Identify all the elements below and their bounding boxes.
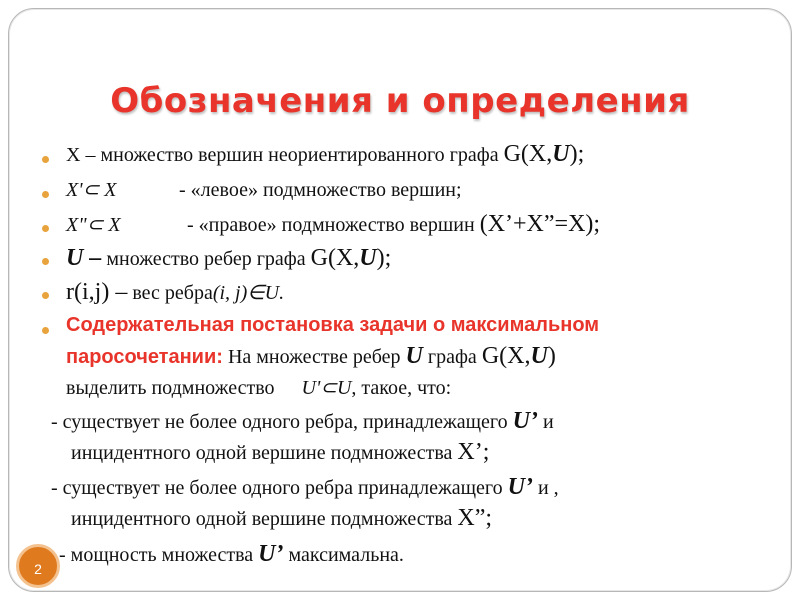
slide-title: Обозначения и определения — [110, 81, 690, 121]
graph-notation: G(X, — [310, 245, 360, 271]
condition-text: и — [542, 411, 554, 433]
graph-notation: G(X, — [503, 141, 553, 167]
definition-line — [66, 279, 284, 306]
notation-close: ) — [547, 343, 556, 369]
set-symbol: X – — [66, 144, 96, 166]
edge-set-symbol: U — [530, 343, 548, 369]
bullet-dot — [42, 292, 49, 299]
bullet-dot — [42, 327, 49, 334]
condition-text: инцидентного одной вершине подмножества — [71, 442, 453, 464]
statement-text: графа — [427, 346, 477, 368]
weight-notation: r(i,j) – — [66, 279, 128, 305]
bullet-dot — [42, 156, 49, 163]
definition-text: множество вершин неориентированного графа — [100, 144, 499, 166]
condition-line — [71, 505, 492, 532]
definition-line — [66, 141, 584, 168]
bullet-dot — [42, 225, 49, 232]
edge-subset-symbol: U’ — [512, 408, 538, 434]
subset-symbol: X”; — [457, 505, 493, 531]
definition-line — [66, 245, 391, 272]
definition-text: вес ребра — [132, 282, 213, 304]
problem-heading: паросочетании: — [66, 346, 223, 368]
condition-text: - существует не более одного ребра, принадлежащего — [51, 411, 508, 433]
formula: (i, j)∈U. — [212, 282, 285, 304]
edge-set-symbol: U — [405, 343, 423, 369]
edge-subset-symbol: U’ — [258, 541, 284, 567]
problem-heading: Содержательная постановка задачи о максимальном — [66, 314, 600, 336]
edge-set-symbol: U — [552, 141, 570, 167]
statement-text: выделить подмножество — [66, 377, 275, 399]
edge-set-symbol: U — [359, 245, 377, 271]
formula: U'⊂U — [301, 377, 352, 399]
statement-text: , такое, что: — [351, 377, 452, 399]
condition-text: инцидентного одной вершине подмножества — [71, 508, 453, 530]
formula-tail: (X’+X”=X); — [479, 211, 601, 237]
problem-statement-line — [66, 314, 599, 337]
condition-text: - мощность множества — [59, 544, 254, 566]
formula: X"⊂ X — [66, 214, 121, 236]
definition-text: множество ребер графа — [106, 248, 306, 270]
condition-text: - существует не более одного ребра принадлежащего — [51, 477, 503, 499]
edge-set-symbol: U – — [66, 245, 102, 271]
definition-text: - «правое» подмножество вершин — [187, 214, 475, 236]
definition-line — [66, 177, 462, 202]
subset-symbol: X’; — [457, 439, 490, 465]
condition-text: и , — [537, 477, 559, 499]
statement-line — [66, 375, 451, 400]
slide-frame — [8, 8, 792, 592]
bullet-dot — [42, 191, 49, 198]
statement-text: На множестве ребер — [227, 346, 401, 368]
condition-line — [59, 541, 404, 568]
edge-subset-symbol: U’ — [507, 474, 533, 500]
problem-statement-line — [66, 343, 556, 370]
definition-text: - «левое» подмножество вершин; — [179, 179, 462, 201]
formula: X'⊂ X — [66, 179, 117, 201]
condition-line — [51, 474, 559, 501]
notation-close: ); — [376, 245, 392, 271]
graph-notation: G(X, — [481, 343, 531, 369]
bullet-dot — [42, 258, 49, 265]
condition-line — [71, 439, 489, 466]
page-number-badge: 2 — [16, 544, 60, 588]
condition-text: максимальна. — [288, 544, 404, 566]
condition-line — [51, 408, 554, 435]
notation-close: ); — [569, 141, 585, 167]
definition-line — [66, 211, 600, 238]
